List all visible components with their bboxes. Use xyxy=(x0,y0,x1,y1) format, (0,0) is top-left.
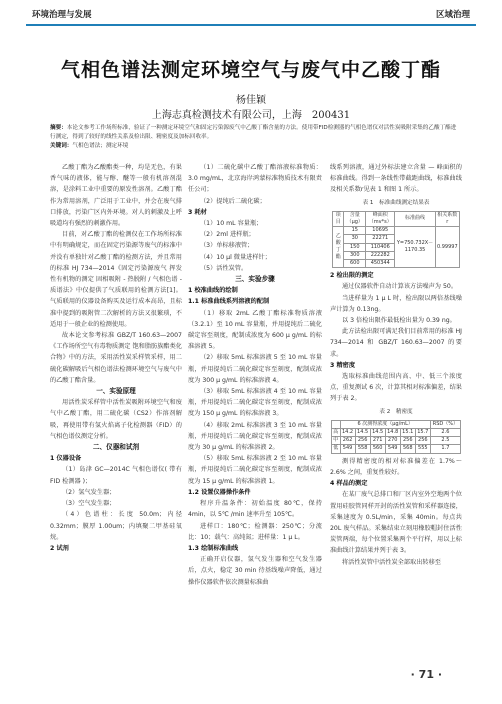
column-1 xyxy=(50,162,182,554)
list-item: （2）氢气发生器； xyxy=(62,488,116,496)
subsection-heading: 2 试剂 xyxy=(50,544,69,552)
paragraph: 以 3 倍检出限作最低检出量为 0.39 ng。 xyxy=(342,317,456,325)
subsection-heading: 1.1 标准曲线系列溶液的配制 xyxy=(188,298,270,306)
table-cell: 558 xyxy=(355,445,370,453)
paragraph: 正确开启仪器，氢气发生器和空气发生器后，点火，稳定 30 min 待基线噪声降低，通过操作仪器软件依次测量标准曲 xyxy=(188,556,322,586)
table-cell: 14.2 xyxy=(341,429,354,436)
paragraph: 通过仪器软件自动计算该方法噪声为 50。 xyxy=(342,283,458,291)
table-cell: 2.5 xyxy=(430,437,460,445)
table-cell: 256 xyxy=(400,437,415,445)
list-item: （3）空气发生器； xyxy=(62,500,116,508)
list-item: （4）色谱柱：长度 50.0m；内径 0.32mm；膜厚 1.00um；内填聚二甲基硅氧烷。 xyxy=(50,511,182,541)
section-heading: 一、实验原理 xyxy=(96,387,136,396)
page-header xyxy=(26,6,476,26)
subsection-heading: 1 校准曲线的绘制 xyxy=(188,287,238,295)
table-cell: 30 xyxy=(344,235,366,243)
paragraph: （2）移取 5mL 标准溶液 5 至 10 mL 容量瓶，并用提纯后二硫化碳定容至刻度，配制成浓度为 300 μ g/mL 的标准溶液 4。 xyxy=(188,354,322,384)
paragraph: 乙酸丁酯为乙酸酯类一种，均是无色，有果香气味的液体，能与醇、醚等一般有机溶剂混溶，是涂料工业中重要的原发性溶剂。乙酸丁酯作为常用溶剂，广泛用于工业中，并会在废气排口排放，污染广区内外环境。对人的刺激及上呼吸道均有强烈的刺激作用。 xyxy=(50,164,182,228)
subsection-heading: 4 样品的测定 xyxy=(330,480,368,488)
paragraph: 将活性炭管中活性炭全部取出转移至 xyxy=(342,558,441,566)
abstract-label: 摘要： xyxy=(50,125,67,131)
list-item: （5）活性炭管。 xyxy=(200,264,248,272)
paragraph: （4）移取 2mL 标准溶液 3 至 10 mL 容量瓶，并用提纯后二硫化碳定容至刻度，配制成浓度为 30 μ g/mL 的标准溶液 2。 xyxy=(188,421,322,452)
list-item: （1）岛津 GC—2014C 气相色谱仪( 带有 FID 检测器 )； xyxy=(50,466,182,485)
paragraph: （5）移取 5mL 标准溶液 2 至 10 mL 容量瓶，并用提纯后二硫化碳定容至刻度，配制成浓度为 15 μ g/mL 的标准溶液 1。 xyxy=(188,455,322,485)
subsection-heading: 2 检出限的测定 xyxy=(330,272,374,280)
table-header-cell: 项目 xyxy=(333,211,344,226)
subsection-heading: 3 耗材 xyxy=(188,208,207,216)
abstract-block xyxy=(50,124,460,151)
section-heading: 三、实验步骤 xyxy=(235,275,275,284)
paragraph: 在某厂废气总排口和厂区内室外空地两个位置用硅胶管同样开封的活性炭管和采样器连接，采集速度为 0.5L/min，采集 40min。每点共 20L 废气样品。采集结束立刻用橡胶帽封住活性炭管两端，每个位置采集两个平行样，用以上标准曲线计算结果并列于表 3。 xyxy=(330,491,462,555)
table-row xyxy=(332,437,461,445)
list-item: （1）二硫化碳中乙酸丁酯溶液标准物质：3.0 mg/mL，北京海岸鸿蒙标准物质技术有限责任公司； xyxy=(188,164,322,194)
section-name: 区域治理 xyxy=(435,10,470,20)
section-heading: 二、仪器和试剂 xyxy=(92,443,140,452)
table-cell: 中 xyxy=(333,437,339,444)
article-title: 气相色谱法测定环境空气与废气中乙酸丁酯 xyxy=(60,59,441,81)
journal-name: 环境治理与发展 xyxy=(32,10,92,20)
table-cell: Y=750.732X－1170.35 xyxy=(395,227,435,268)
paragraph: （1）移取 2mL 乙酸丁酯标准物质溶液（3.2.1）至 10 mL 容量瓶，并用提纯后二硫化碳定容至刻度，配制成浓度为 600 μ g/mL 的标准溶液 5。 xyxy=(188,309,322,351)
table-header-cell: 6 次测得浓度（μg/mL） xyxy=(340,420,430,428)
table-2-caption: 表 2 精密度 xyxy=(379,408,413,415)
paragraph: 程序升温条件：初始温度 80℃，保持 4min，以 5℃ /min 速率升至 105℃。 xyxy=(188,500,322,519)
paragraph: 用活性炭采样管中活性炭吸附环境空气和废气中乙酸丁酯，用二硫化碳（CS2）作溶剂解吸，再使用带有氢火焰离子化检测器（FID）的气相色谱仪测定分析。 xyxy=(50,399,182,440)
table-cell: 262 xyxy=(340,437,355,445)
table-cell: 高 xyxy=(333,429,339,436)
paragraph: 进样口：180℃；检测器：250℃；分流比：10；载气：高纯氮；进样量：1 μ L。 xyxy=(188,522,322,541)
column-3 xyxy=(330,162,462,568)
table-cell: 600 xyxy=(344,260,366,268)
paragraph: 选取标准曲线范围内高、中、低三个浓度点，重复测试 6 次，计算其相对标准偏差，结果列于表 2。 xyxy=(330,373,462,403)
table-header-cell: 峰面积（mv*s） xyxy=(366,211,395,226)
table-cell: 15 xyxy=(344,227,366,235)
table-1 xyxy=(332,211,460,268)
abstract-text: 本论文参考工作场所标准，验证了一种测定环境空气和固定污染源废气中乙酸丁酯含量的方法。使用带FID检测器的气相色谱仪对活性炭吸附采集的乙酸丁酯进行测定，得到了较好的线性关系及检出限、精密度及加标回收率。 xyxy=(50,125,457,140)
subsection-heading: 1.3 绘制标准曲线 xyxy=(188,544,239,552)
table-cell: 270 xyxy=(385,437,400,445)
paragraph: （3）移取 5mL 标准溶液 4 至 10 mL 容量瓶，并用提纯后二硫化碳定容至刻度，配制成浓度为 150 μ g/mL 的标准溶液 3。 xyxy=(188,388,322,418)
page-number: · 71 · xyxy=(410,668,442,681)
list-item: （3）单标移液管； xyxy=(200,242,254,250)
paragraph: 线系列溶液，通过外标法建立含量 — 峰面积的标准曲线。得到一条线性带截距曲线，标准曲线及相关系数r见表 1 和图 1 所示。 xyxy=(330,164,462,194)
table-row xyxy=(332,429,461,437)
paragraph: 当进样量为 1 μ L 时，检出限以两倍基线噪声计算为 0.13ng。 xyxy=(330,294,462,313)
table-cell: 555 xyxy=(415,445,430,453)
table-header-cell: RSD（%） xyxy=(430,420,460,428)
table-cell: 14.8 xyxy=(387,429,399,436)
table-cell: 450344 xyxy=(366,260,395,268)
table-cell: 256 xyxy=(415,437,430,445)
subsection-heading: 1 仪器设备 xyxy=(50,455,82,463)
author: 杨佳颖 xyxy=(236,95,266,106)
table-cell: 110406 xyxy=(366,243,395,251)
table-2 xyxy=(331,420,461,454)
table-cell: 256 xyxy=(355,437,370,445)
list-item: （2）提纯后二硫化碳； xyxy=(200,197,266,205)
subsection-heading: 1.2 设置仪器操作条件 xyxy=(188,488,251,496)
table-header-cell: 含量（μg） xyxy=(344,211,366,226)
table-cell: 22271 xyxy=(366,235,395,243)
table-cell: 15.1 xyxy=(402,429,414,436)
column-2 xyxy=(188,162,322,588)
paragraph: 目前，对乙酸丁酯的检测仅在工作场所标准中有明确规定，而在固定污染源等废气的标准中并没有单独针对乙酸丁酯的检测方法，并且常用的标准 HJ 734—2014《固定污染源废气 挥发性有机物的测定 固相吸附 - 热脱附 / 气相色谱 - 质谱法》中仅提供了气质联用的检测方法[1]。气质联用的仪器设备购买及运行成本高昂，且标准中提到的吸附管二次解析的方法又很繁琐，不适用于一般企业的检测使用。 xyxy=(50,231,182,328)
table-cell: 560 xyxy=(370,445,385,453)
paragraph: 故本论文参考标准 GBZ/T 160.63—2007《工作场所空气有毒物质测定 饱和脂肪族酯类化合物》中的方法，采用活性炭采样管采样，用二硫化碳解吸后气相色谱法检测环境空气与废气中的乙酸丁酯含量。 xyxy=(50,332,182,384)
table-cell: 300 xyxy=(344,251,366,259)
paragraph: 测得精密度的相对标准偏差在 1.7%～2.6% 之间，重复性较好。 xyxy=(330,457,462,476)
table-header-row xyxy=(332,420,461,428)
table-cell: 14.5 xyxy=(357,429,369,436)
table-header-cell: 标准曲线 xyxy=(395,211,435,226)
table-cell: 2.6 xyxy=(430,429,460,437)
table-cell: 10695 xyxy=(366,227,395,235)
table-cell: 乙酸丁酯 xyxy=(333,227,344,268)
table-header-row xyxy=(333,211,460,226)
table-cell: 549 xyxy=(340,445,355,453)
list-item: （4）10 μl 微量进样针； xyxy=(200,253,271,261)
table-cell: 低 xyxy=(333,445,339,452)
table-cell: 568 xyxy=(400,445,415,453)
table-cell: 222282 xyxy=(366,251,395,259)
paragraph: 此方法检出限可满足我们目前常用的标准 HJ 734—2014 和 GBZ/T 160.63—2007 的要求。 xyxy=(330,328,462,358)
table-1-caption: 表 1 标准曲线测定结果表 xyxy=(362,199,430,206)
subsection-heading: 3 精密度 xyxy=(330,361,356,369)
table-cell: 0.99997 xyxy=(435,227,459,268)
affiliation: 上海志真检测技术有限公司，上海 200431 xyxy=(151,110,351,121)
list-item: （2）2ml 进样瓶； xyxy=(200,231,255,239)
table-cell: 150 xyxy=(344,243,366,251)
list-item: （1）10 mL 容量瓶； xyxy=(200,220,263,228)
table-header-cell: 相关系数 r xyxy=(435,211,459,226)
table-cell: 271 xyxy=(370,437,385,445)
keywords-text: 气相色谱法；测定环境 xyxy=(72,143,129,149)
table-cell: 14.5 xyxy=(372,429,384,436)
table-cell: 549 xyxy=(385,445,400,453)
table-cell: 1.7 xyxy=(430,445,460,453)
table-row xyxy=(332,445,461,453)
table-cell: 15.7 xyxy=(417,429,429,436)
table-header-cell xyxy=(332,420,341,428)
keywords-label: 关键词： xyxy=(50,143,73,149)
table-row xyxy=(333,227,460,235)
